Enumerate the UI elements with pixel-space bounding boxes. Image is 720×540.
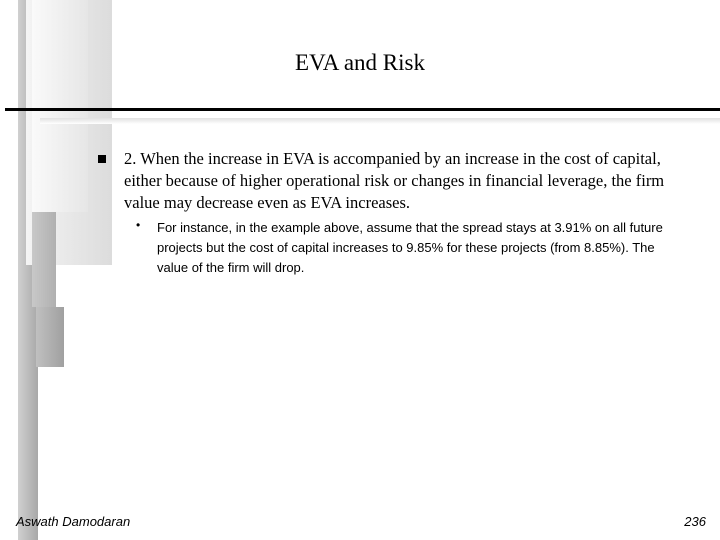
main-bullet-text: 2. When the increase in EVA is accompanied by an increase in the cost of capital, either because of higher operational risk or changes in financial leverage, the firm value may decrease even as EVA increases. <box>124 149 665 212</box>
decorative-bar <box>32 212 56 307</box>
sub-bullet-text: For instance, in the example above, assume that the spread stays at 3.91% on all future projects but the cost of capital increases to 9.85% for these projects (from 8.85%). The value of the firm will drop. <box>157 220 663 275</box>
decorative-bar <box>36 307 64 367</box>
square-bullet-icon <box>98 155 106 163</box>
page-number: 236 <box>684 514 706 529</box>
decorative-bar <box>32 0 88 212</box>
sub-bullet-marker: • <box>136 218 141 232</box>
title-divider <box>5 108 720 111</box>
decorative-shadow <box>40 118 720 124</box>
slide-title: EVA and Risk <box>295 50 425 75</box>
footer-author: Aswath Damodaran <box>16 514 131 529</box>
